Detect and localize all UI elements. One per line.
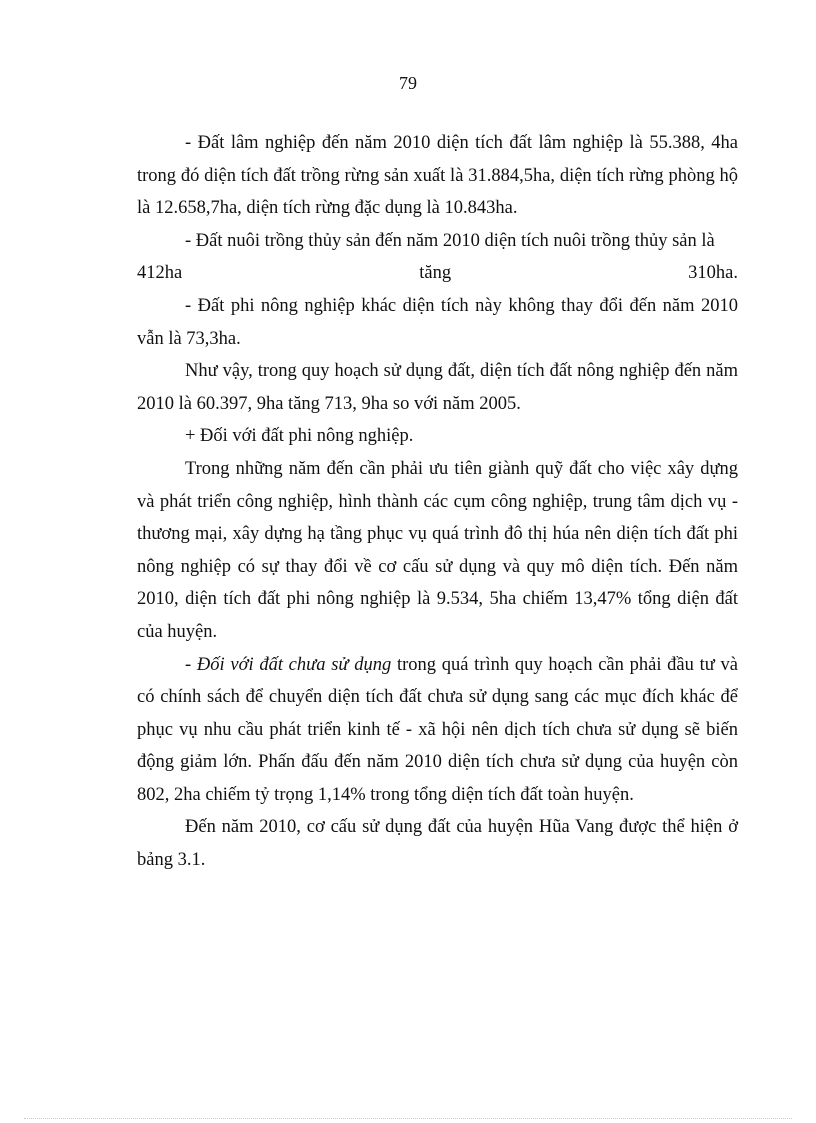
unused-land-italic-heading: Đối với đất chưa sử dụng [196,654,392,675]
unused-land-text: trong quá trình quy hoạch cần phải đầu tư và có chính sách để chuyển diện tích đất chưa sử dụng sang các mục đích khác để phục vụ nhu cầu phát triển kinh tế - xã hội nên dịch tích chưa sử dụng sẽ biến động giảm lớn. Phấn đấu đến năm 2010 diện tích chưa sử dụng của huyện còn 802, 2ha chiếm tỷ trọng 1,14% trong tổng diện tích đất toàn huyện. [137,654,738,805]
page-bottom-divider [24,1118,792,1119]
paragraph-non-agri-detail: Trong những năm đến cần phải ưu tiên giành quỹ đất cho việc xây dựng và phát triển công nghiệp, hình thành các cụm công nghiệp, trung tâm dịch vụ - thương mại, xây dựng hạ tầng phục vụ quá trình đô thị húa nên diện tích đất phi nông nghiệp có sự thay đổi về cơ cấu sử dụng và quy mô diện tích. Đến năm 2010, diện tích đất phi nông nghiệp là 9.534, 5ha chiếm 13,47% tổng diện đất của huyện. [137,458,738,642]
paragraph-forestry-land: - Đất lâm nghiệp đến năm 2010 diện tích đất lâm nghiệp là 55.388, 4ha trong đó diện tích đất trồng rừng sản xuất là 31.884,5ha, diện tích rừng phòng hộ là 12.658,7ha, diện tích rừng đặc dụng là 10.843ha. [137,133,738,219]
document-body [137,127,738,877]
paragraph-agri-summary: Như vậy, trong quy hoạch sử dụng đất, diện tích đất nông nghiệp đến năm 2010 là 60.397, 9ha tăng 713, 9ha so với năm 2005. [137,361,738,414]
unused-land-prefix: - [185,654,197,675]
paragraph-unused-land [137,649,738,812]
aquaculture-area-value: 412ha [137,263,183,284]
paragraph-non-agri-heading: + Đối với đất phi nông nghiệp. [185,426,414,447]
aquaculture-increase-word: tăng [419,263,452,284]
paragraph-conclusion: Đến năm 2010, cơ cấu sử dụng đất của huyện Hũa Vang được thể hiện ở bảng 3.1. [137,817,738,871]
paragraph-aquaculture-land: - Đất nuôi trồng thủy sản đến năm 2010 diện tích nuôi trồng thủy sản là [185,230,715,251]
aquaculture-increase-value: 310ha. [688,263,738,284]
page-number: 79 [399,73,417,93]
paragraph-aquaculture-land-line2 [137,257,738,290]
paragraph-other-non-agri-land: - Đất phi nông nghiệp khác diện tích này không thay đổi đến năm 2010 vẫn là 73,3ha. [137,295,738,349]
